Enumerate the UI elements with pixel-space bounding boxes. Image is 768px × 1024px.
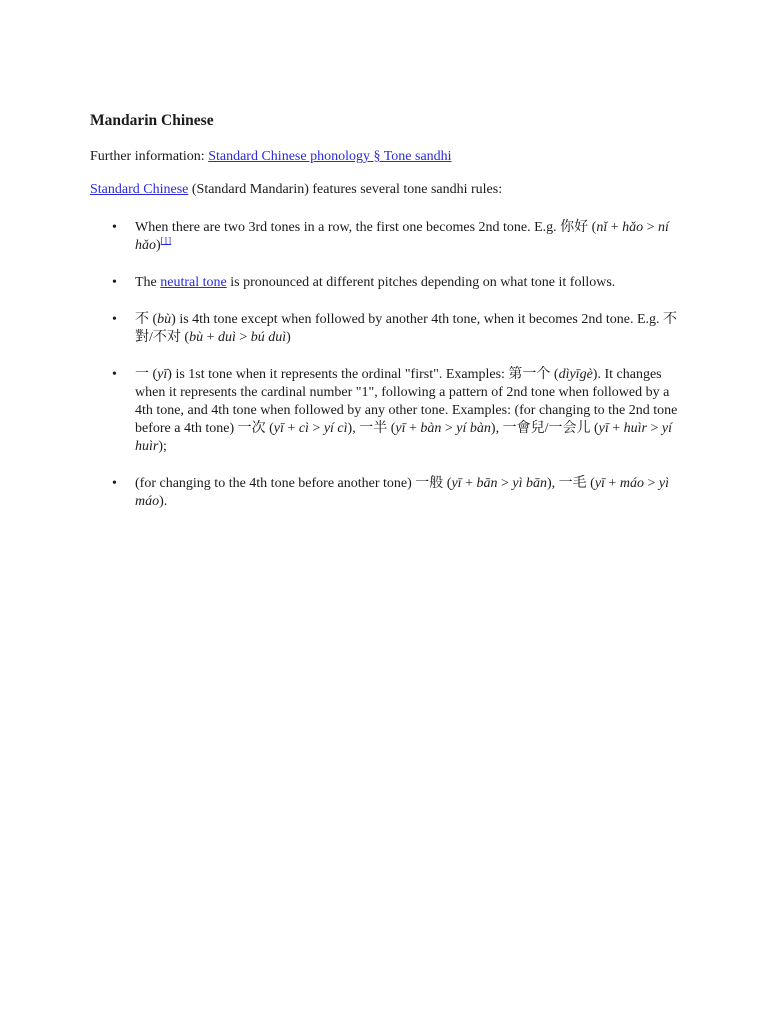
intro-text: (Standard Mandarin) features several tone sandhi rules: xyxy=(188,182,503,197)
citation-superscript xyxy=(161,235,172,245)
list-item-text: > xyxy=(308,421,324,436)
pinyin-text: yí huìr xyxy=(135,421,672,454)
pinyin-text: cì xyxy=(298,421,309,436)
pinyin-text: dìyīgè xyxy=(558,367,593,382)
list-item-text: When there are two 3rd tones in a row, the first one becomes 2nd tone. E.g. 你好 ( xyxy=(135,220,597,235)
list-item-text: 不 ( xyxy=(135,312,158,327)
pinyin-text: máo xyxy=(619,476,644,491)
list-item-text: + xyxy=(604,476,620,491)
list-item xyxy=(90,274,690,292)
list-item-text: ), 一會兒/一会儿 ( xyxy=(490,421,599,436)
list-item-text: 一 ( xyxy=(135,367,158,382)
pinyin-text: bú duì xyxy=(250,330,287,345)
further-info-link[interactable]: Standard Chinese phonology § Tone sandhi xyxy=(208,149,452,164)
list-item xyxy=(90,311,690,347)
standard-chinese-link[interactable]: Standard Chinese xyxy=(90,182,189,197)
pinyin-text: yì bān xyxy=(512,476,547,491)
pinyin-text: yī xyxy=(157,367,168,382)
pinyin-text: bān xyxy=(476,476,498,491)
list-item-text: > xyxy=(497,476,513,491)
pinyin-text: bàn xyxy=(420,421,442,436)
list-item-text: > xyxy=(441,421,457,436)
list-item-text: > xyxy=(643,220,659,235)
pinyin-text: yī xyxy=(273,421,284,436)
further-info-label: Further information: xyxy=(90,149,209,164)
pinyin-text: hǎo xyxy=(622,220,644,235)
bullet-icon: • xyxy=(112,220,117,235)
tone-sandhi-rules-list xyxy=(90,219,690,511)
bullet-icon: • xyxy=(112,367,117,382)
citation-link[interactable]: [1] xyxy=(160,235,172,246)
pinyin-text: ní hǎo xyxy=(135,220,669,253)
list-item-text: + xyxy=(203,330,218,345)
pinyin-text: yī xyxy=(598,421,609,436)
pinyin-text: huìr xyxy=(623,421,647,436)
neutral-tone-link[interactable]: neutral tone xyxy=(160,275,227,290)
bullet-icon: • xyxy=(112,476,117,491)
list-item-text: > xyxy=(643,476,659,491)
list-item-text: > xyxy=(646,421,662,436)
list-item-text: ) xyxy=(156,238,161,253)
list-item-text: ), 一半 ( xyxy=(347,421,396,436)
list-item-text: ) is 1st tone when it represents the ordinal "first". Examples: 第一个 ( xyxy=(167,367,559,382)
list-item xyxy=(90,475,690,511)
list-item-text: ). xyxy=(159,494,168,509)
pinyin-text: bù xyxy=(189,330,204,345)
list-item-text: ); xyxy=(158,439,167,454)
pinyin-text: duì xyxy=(217,330,236,345)
list-item-text: + xyxy=(607,220,623,235)
bullet-icon: • xyxy=(112,275,117,290)
list-item-text: + xyxy=(405,421,421,436)
bullet-icon: • xyxy=(112,312,117,327)
section-heading: Mandarin Chinese xyxy=(90,112,214,129)
pinyin-text: nǐ xyxy=(596,220,608,235)
list-item xyxy=(90,219,690,255)
pinyin-text: yī xyxy=(594,476,605,491)
list-item-text: ) xyxy=(286,330,291,345)
list-item-text: + xyxy=(461,476,477,491)
list-item-text: ), 一毛 ( xyxy=(546,476,595,491)
list-item-text: is pronounced at different pitches depending on what tone it follows. xyxy=(226,275,616,290)
pinyin-text: yí cì xyxy=(323,421,348,436)
pinyin-text: yī xyxy=(451,476,462,491)
list-item-text: + xyxy=(608,421,624,436)
further-information-note xyxy=(90,148,690,166)
list-item xyxy=(90,366,690,456)
pinyin-text: yì máo xyxy=(135,476,669,509)
list-item-text: (for changing to the 4th tone before another tone) 一般 ( xyxy=(135,476,452,491)
article-section xyxy=(90,110,690,530)
pinyin-text: yí bàn xyxy=(456,421,491,436)
intro-paragraph xyxy=(90,181,690,199)
list-item-text: > xyxy=(235,330,251,345)
list-item-text: + xyxy=(283,421,299,436)
list-item-text: ) is 4th tone except when followed by another 4th tone, when it becomes 2nd tone. E.g. 不對/不对 ( xyxy=(135,312,677,345)
list-item-text: The xyxy=(135,275,161,290)
list-item-text: ). It changes when it represents the cardinal number "1", following a pattern of 2nd tone when followed by a 4th tone, and 4th tone when followed by any other tone. Examples: (for changing to the 2nd tone before a 4th tone) 一次 ( xyxy=(135,367,678,436)
pinyin-text: bù xyxy=(157,312,172,327)
pinyin-text: yī xyxy=(395,421,406,436)
